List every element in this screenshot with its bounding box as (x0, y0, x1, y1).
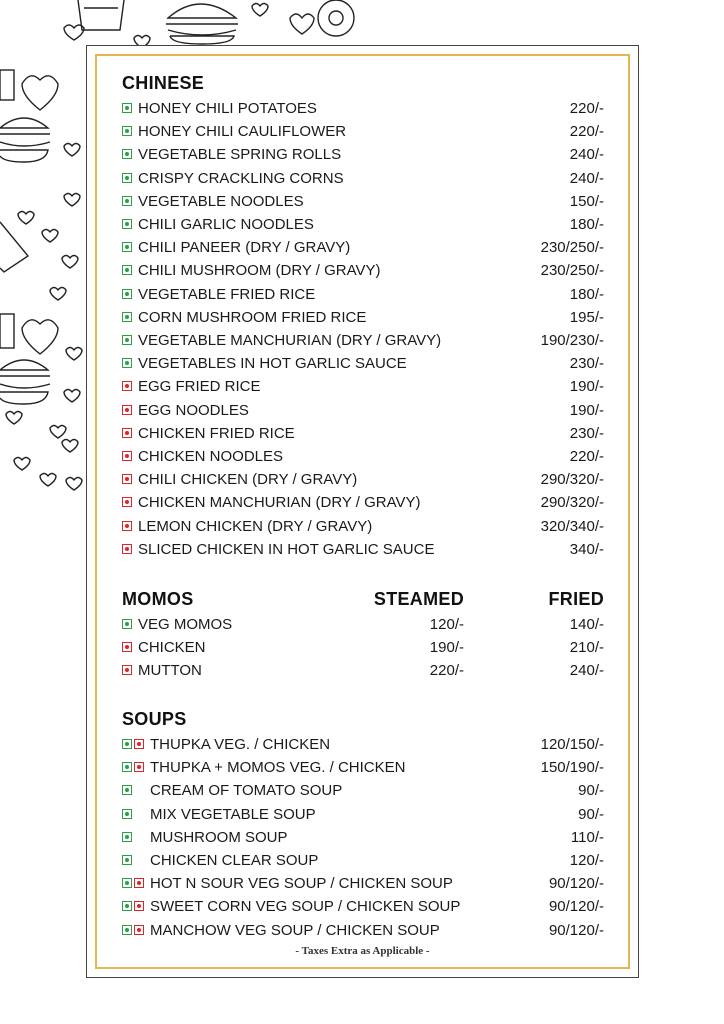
item-price-steamed: 190/- (429, 639, 464, 657)
burger-doodle-icon (0, 118, 50, 162)
menu-item-row (122, 284, 604, 306)
item-price-fried: 140/- (569, 616, 604, 633)
menu-item-row (122, 804, 604, 826)
item-name: HONEY CHILI CAULIFLOWER (138, 123, 347, 141)
non-veg-icon (122, 405, 132, 415)
item-price: 150/- (569, 192, 604, 210)
item-name: MANCHOW VEG SOUP / CHICKEN SOUP (150, 921, 440, 939)
menu-item-row (122, 850, 604, 872)
item-price: 230/- (569, 424, 604, 442)
menu-item-row (122, 237, 604, 259)
non-veg-icon (122, 474, 132, 484)
veg-icon (122, 265, 132, 275)
item-name: VEGETABLE NOODLES (138, 192, 304, 210)
menu-item-row (122, 307, 604, 329)
item-name: SWEET CORN VEG SOUP / CHICKEN SOUP (150, 898, 461, 916)
veg-icon (122, 809, 132, 819)
non-veg-icon (122, 497, 132, 507)
veg-icon (122, 619, 132, 629)
item-price-steamed: 220/- (429, 662, 464, 680)
item-price-fried: 240/- (569, 662, 604, 680)
item-price: 190/- (569, 401, 604, 419)
menu-item-row (122, 168, 604, 190)
item-price: 290/320/- (540, 471, 604, 489)
item-price: 220/- (569, 100, 604, 117)
veg-icon (122, 126, 132, 136)
item-price: 240/- (569, 146, 604, 164)
veg-icon (122, 785, 132, 795)
item-price: 90/120/- (548, 921, 604, 939)
non-veg-icon (122, 544, 132, 554)
item-name: CHILI MUSHROOM (DRY / GRAVY) (138, 262, 381, 280)
item-name: MIX VEGETABLE SOUP (150, 805, 316, 823)
item-price-fried: 210/- (569, 639, 604, 657)
menu-item-row (122, 376, 604, 398)
veg-icon (122, 196, 132, 206)
non-veg-icon (122, 642, 132, 652)
menu-item-row (122, 400, 604, 422)
menu-item-row (122, 446, 604, 468)
menu-item-row (122, 539, 604, 561)
item-price: 320/340/- (540, 517, 604, 535)
item-name: EGG NOODLES (138, 401, 249, 419)
item-name: SLICED CHICKEN IN HOT GARLIC SAUCE (138, 540, 435, 558)
menu-item-row (122, 121, 604, 143)
item-name: THUPKA + MOMOS VEG. / CHICKEN (150, 759, 406, 777)
non-veg-icon (134, 925, 144, 935)
veg-icon (122, 878, 132, 888)
item-price-steamed: 120/- (429, 616, 464, 633)
veg-icon (122, 925, 132, 935)
section-title-soups: SOUPS (122, 709, 187, 729)
non-veg-icon (122, 381, 132, 391)
menu-item-row (122, 757, 604, 779)
item-price: 90/- (578, 805, 604, 823)
item-name: CHILI GARLIC NOODLES (138, 216, 314, 233)
item-name: HONEY CHILI POTATOES (138, 100, 317, 117)
menu-item-row (122, 98, 604, 120)
pizza-doodle-icon (0, 222, 28, 272)
veg-icon (122, 358, 132, 368)
momos-col-steamed: STEAMED (373, 589, 464, 609)
non-veg-icon (122, 451, 132, 461)
item-price: 90/120/- (548, 898, 604, 916)
item-price: 180/- (569, 216, 604, 233)
item-name: CHICKEN NOODLES (138, 448, 284, 465)
item-name: MUSHROOM SOUP (150, 828, 288, 846)
item-price: 90/120/- (548, 875, 604, 893)
item-name: VEGETABLE FRIED RICE (138, 285, 316, 303)
veg-icon (122, 173, 132, 183)
item-price: 290/320/- (540, 494, 604, 512)
item-price: 190/- (569, 378, 604, 396)
menu-item-row (122, 214, 604, 236)
non-veg-icon (134, 762, 144, 772)
item-price: 240/- (569, 169, 604, 187)
veg-icon (122, 335, 132, 345)
veg-icon (122, 855, 132, 865)
item-price: 150/190/- (540, 759, 604, 777)
section-title-momos: MOMOS (122, 589, 194, 609)
item-name: CHICKEN FRIED RICE (138, 424, 295, 442)
menu-item-row (122, 353, 604, 375)
item-price: 220/- (569, 448, 604, 465)
heart-doodle-icon (290, 14, 314, 34)
item-name: CHICKEN CLEAR SOUP (150, 852, 319, 869)
menu-item-row (122, 144, 604, 166)
veg-icon (122, 219, 132, 229)
donut-doodle-icon (318, 0, 354, 36)
veg-icon (122, 149, 132, 159)
item-name: LEMON CHICKEN (DRY / GRAVY) (138, 517, 373, 535)
veg-icon (122, 103, 132, 113)
menu-item-row (122, 780, 604, 802)
item-price: 230/250/- (540, 262, 604, 280)
taxes-note: - Taxes Extra as Applicable - (295, 945, 430, 957)
i-love-doodle-icon (0, 314, 58, 354)
item-price: 230/- (569, 355, 604, 373)
item-price: 220/- (569, 123, 604, 141)
item-name: CORN MUSHROOM FRIED RICE (138, 308, 367, 326)
burger-doodle-icon (0, 360, 50, 404)
veg-icon (122, 762, 132, 772)
item-name: MUTTON (138, 662, 202, 680)
veg-icon (122, 312, 132, 322)
item-price: 230/250/- (540, 239, 604, 257)
item-price: 90/- (578, 782, 604, 800)
non-veg-icon (122, 521, 132, 531)
item-name: CREAM OF TOMATO SOUP (150, 782, 343, 800)
menu-item-row (122, 492, 604, 514)
menu-item-row (122, 873, 604, 895)
veg-icon (122, 832, 132, 842)
menu-item-row (122, 516, 604, 538)
menu-item-row (122, 660, 604, 682)
menu-item-row (122, 614, 604, 636)
item-name: VEGETABLE SPRING ROLLS (138, 146, 342, 164)
burger-doodle-icon (166, 4, 238, 44)
veg-icon (122, 739, 132, 749)
item-price: 120/150/- (540, 736, 604, 753)
item-name: EGG FRIED RICE (138, 378, 261, 396)
item-price: 340/- (569, 540, 604, 558)
menu-item-row (122, 734, 604, 756)
menu-item-row (122, 191, 604, 213)
menu-item-row (122, 469, 604, 491)
item-name: THUPKA VEG. / CHICKEN (150, 736, 331, 753)
menu-item-row (122, 260, 604, 282)
item-name: CRISPY CRACKLING CORNS (138, 169, 344, 187)
veg-icon (122, 901, 132, 911)
item-name: VEGETABLE MANCHURIAN (DRY / GRAVY) (138, 332, 442, 349)
non-veg-icon (134, 901, 144, 911)
non-veg-icon (122, 665, 132, 675)
item-price: 120/- (569, 852, 604, 869)
i-love-doodle-icon (0, 70, 58, 110)
item-name: CHILI CHICKEN (DRY / GRAVY) (138, 471, 358, 489)
item-name: VEGETABLES IN HOT GARLIC SAUCE (138, 355, 407, 373)
fries-doodle-icon (78, 0, 124, 30)
item-price: 195/- (569, 308, 604, 326)
non-veg-icon (122, 428, 132, 438)
item-price: 180/- (569, 285, 604, 303)
item-price: 110/- (570, 828, 604, 846)
non-veg-icon (134, 739, 144, 749)
menu-item-row (122, 896, 604, 918)
item-name: CHICKEN MANCHURIAN (DRY / GRAVY) (138, 494, 421, 512)
item-name: HOT N SOUR VEG SOUP / CHICKEN SOUP (150, 875, 453, 893)
momos-col-fried: FRIED (548, 589, 604, 609)
section-title-chinese: CHINESE (122, 73, 205, 93)
item-name: CHICKEN (138, 639, 206, 657)
menu-item-row (122, 827, 604, 849)
menu-item-row (122, 920, 604, 942)
menu-item-row (122, 637, 604, 659)
veg-icon (122, 289, 132, 299)
item-price: 190/230/- (540, 332, 604, 349)
menu-item-row (122, 423, 604, 445)
item-name: VEG MOMOS (138, 616, 233, 633)
item-name: CHILI PANEER (DRY / GRAVY) (138, 239, 351, 257)
menu-item-row (122, 330, 604, 352)
non-veg-icon (134, 878, 144, 888)
veg-icon (122, 242, 132, 252)
